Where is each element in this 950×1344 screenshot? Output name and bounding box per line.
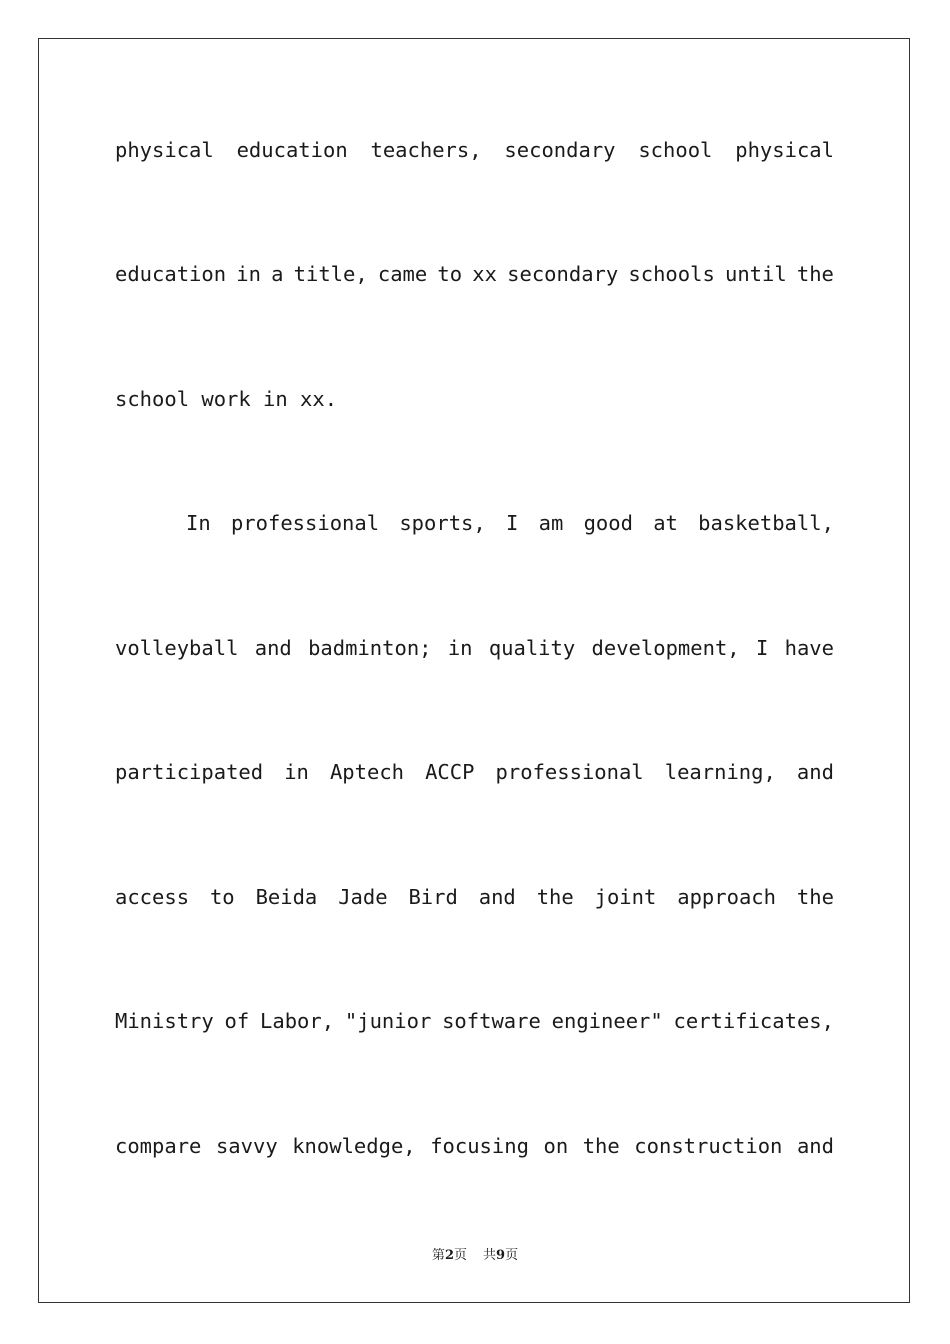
text-line bbox=[115, 1133, 834, 1159]
word: until bbox=[724, 262, 787, 286]
word: in bbox=[447, 636, 473, 660]
word: software bbox=[442, 1009, 541, 1033]
word: approach bbox=[677, 885, 776, 909]
word: physical bbox=[735, 138, 834, 162]
word: xx bbox=[472, 262, 497, 286]
word: joint bbox=[594, 885, 657, 909]
footer-prefix: 第 bbox=[431, 1248, 445, 1263]
word: In bbox=[186, 511, 211, 535]
word: in bbox=[236, 262, 261, 286]
word: and bbox=[478, 885, 516, 909]
word: on bbox=[543, 1134, 569, 1158]
total-pages-number: 9 bbox=[496, 1248, 506, 1263]
word: I bbox=[755, 636, 769, 660]
word: xx. bbox=[300, 387, 338, 411]
word: the bbox=[536, 885, 574, 909]
word: physical bbox=[115, 138, 214, 162]
paragraph-first-line bbox=[186, 510, 834, 536]
word: am bbox=[538, 511, 564, 535]
word: participated bbox=[115, 760, 264, 784]
word: professional bbox=[230, 511, 380, 535]
word: to bbox=[209, 885, 235, 909]
footer-page-word: 页 bbox=[453, 1248, 467, 1263]
footer-total-word: 页 bbox=[505, 1248, 519, 1263]
word: in bbox=[284, 760, 309, 784]
word: secondary bbox=[504, 138, 616, 162]
text-line bbox=[115, 884, 834, 910]
word: education bbox=[236, 138, 348, 162]
text-line bbox=[115, 635, 834, 661]
word: compare bbox=[115, 1134, 202, 1158]
word: development, bbox=[591, 636, 740, 660]
word: Aptech bbox=[329, 760, 405, 784]
word: and bbox=[796, 1134, 834, 1158]
word: school bbox=[638, 138, 713, 162]
word: school bbox=[115, 387, 190, 411]
word: Beida bbox=[255, 885, 318, 909]
word: title, bbox=[293, 262, 368, 286]
page-border bbox=[38, 38, 910, 1303]
word: savvy bbox=[215, 1134, 278, 1158]
word: volleyball bbox=[115, 636, 239, 660]
word: sports, bbox=[399, 511, 486, 535]
text-line bbox=[115, 261, 834, 287]
text-line bbox=[115, 759, 834, 785]
text-line bbox=[115, 1008, 834, 1034]
word: secondary bbox=[507, 262, 619, 286]
word: teachers, bbox=[370, 138, 482, 162]
word: professional bbox=[495, 760, 644, 784]
word: access bbox=[115, 885, 190, 909]
word: of bbox=[224, 1009, 250, 1033]
word: in bbox=[263, 387, 288, 411]
word: and bbox=[796, 760, 834, 784]
word: work bbox=[201, 387, 251, 411]
word: construction bbox=[634, 1134, 783, 1158]
word: engineer" bbox=[551, 1009, 663, 1033]
word: knowledge, bbox=[292, 1134, 416, 1158]
word: have bbox=[784, 636, 834, 660]
word: "junior bbox=[344, 1009, 432, 1033]
word: at bbox=[653, 511, 678, 535]
word: focusing bbox=[430, 1134, 529, 1158]
word: Jade bbox=[338, 885, 388, 909]
word: I bbox=[506, 511, 519, 535]
word: Ministry bbox=[115, 1009, 214, 1033]
word: the bbox=[796, 885, 834, 909]
word: the bbox=[582, 1134, 620, 1158]
word: schools bbox=[628, 262, 715, 286]
word: learning, bbox=[664, 760, 776, 784]
text-line bbox=[115, 386, 834, 412]
text-line bbox=[115, 137, 834, 163]
page-footer bbox=[0, 1247, 950, 1265]
footer-total-prefix: 共 bbox=[483, 1248, 497, 1263]
word: Labor, bbox=[260, 1009, 335, 1033]
word: Bird bbox=[408, 885, 458, 909]
word: certificates, bbox=[673, 1009, 834, 1033]
word: good bbox=[583, 511, 633, 535]
word: education bbox=[115, 262, 227, 286]
word: quality bbox=[488, 636, 576, 660]
word: badminton; bbox=[308, 636, 432, 660]
word: to bbox=[437, 262, 463, 286]
current-page-number: 2 bbox=[444, 1248, 454, 1263]
word: basketball, bbox=[698, 511, 834, 535]
word: a bbox=[271, 262, 284, 286]
word: the bbox=[796, 262, 834, 286]
word: ACCP bbox=[425, 760, 475, 784]
word: and bbox=[254, 636, 292, 660]
word: came bbox=[377, 262, 428, 286]
